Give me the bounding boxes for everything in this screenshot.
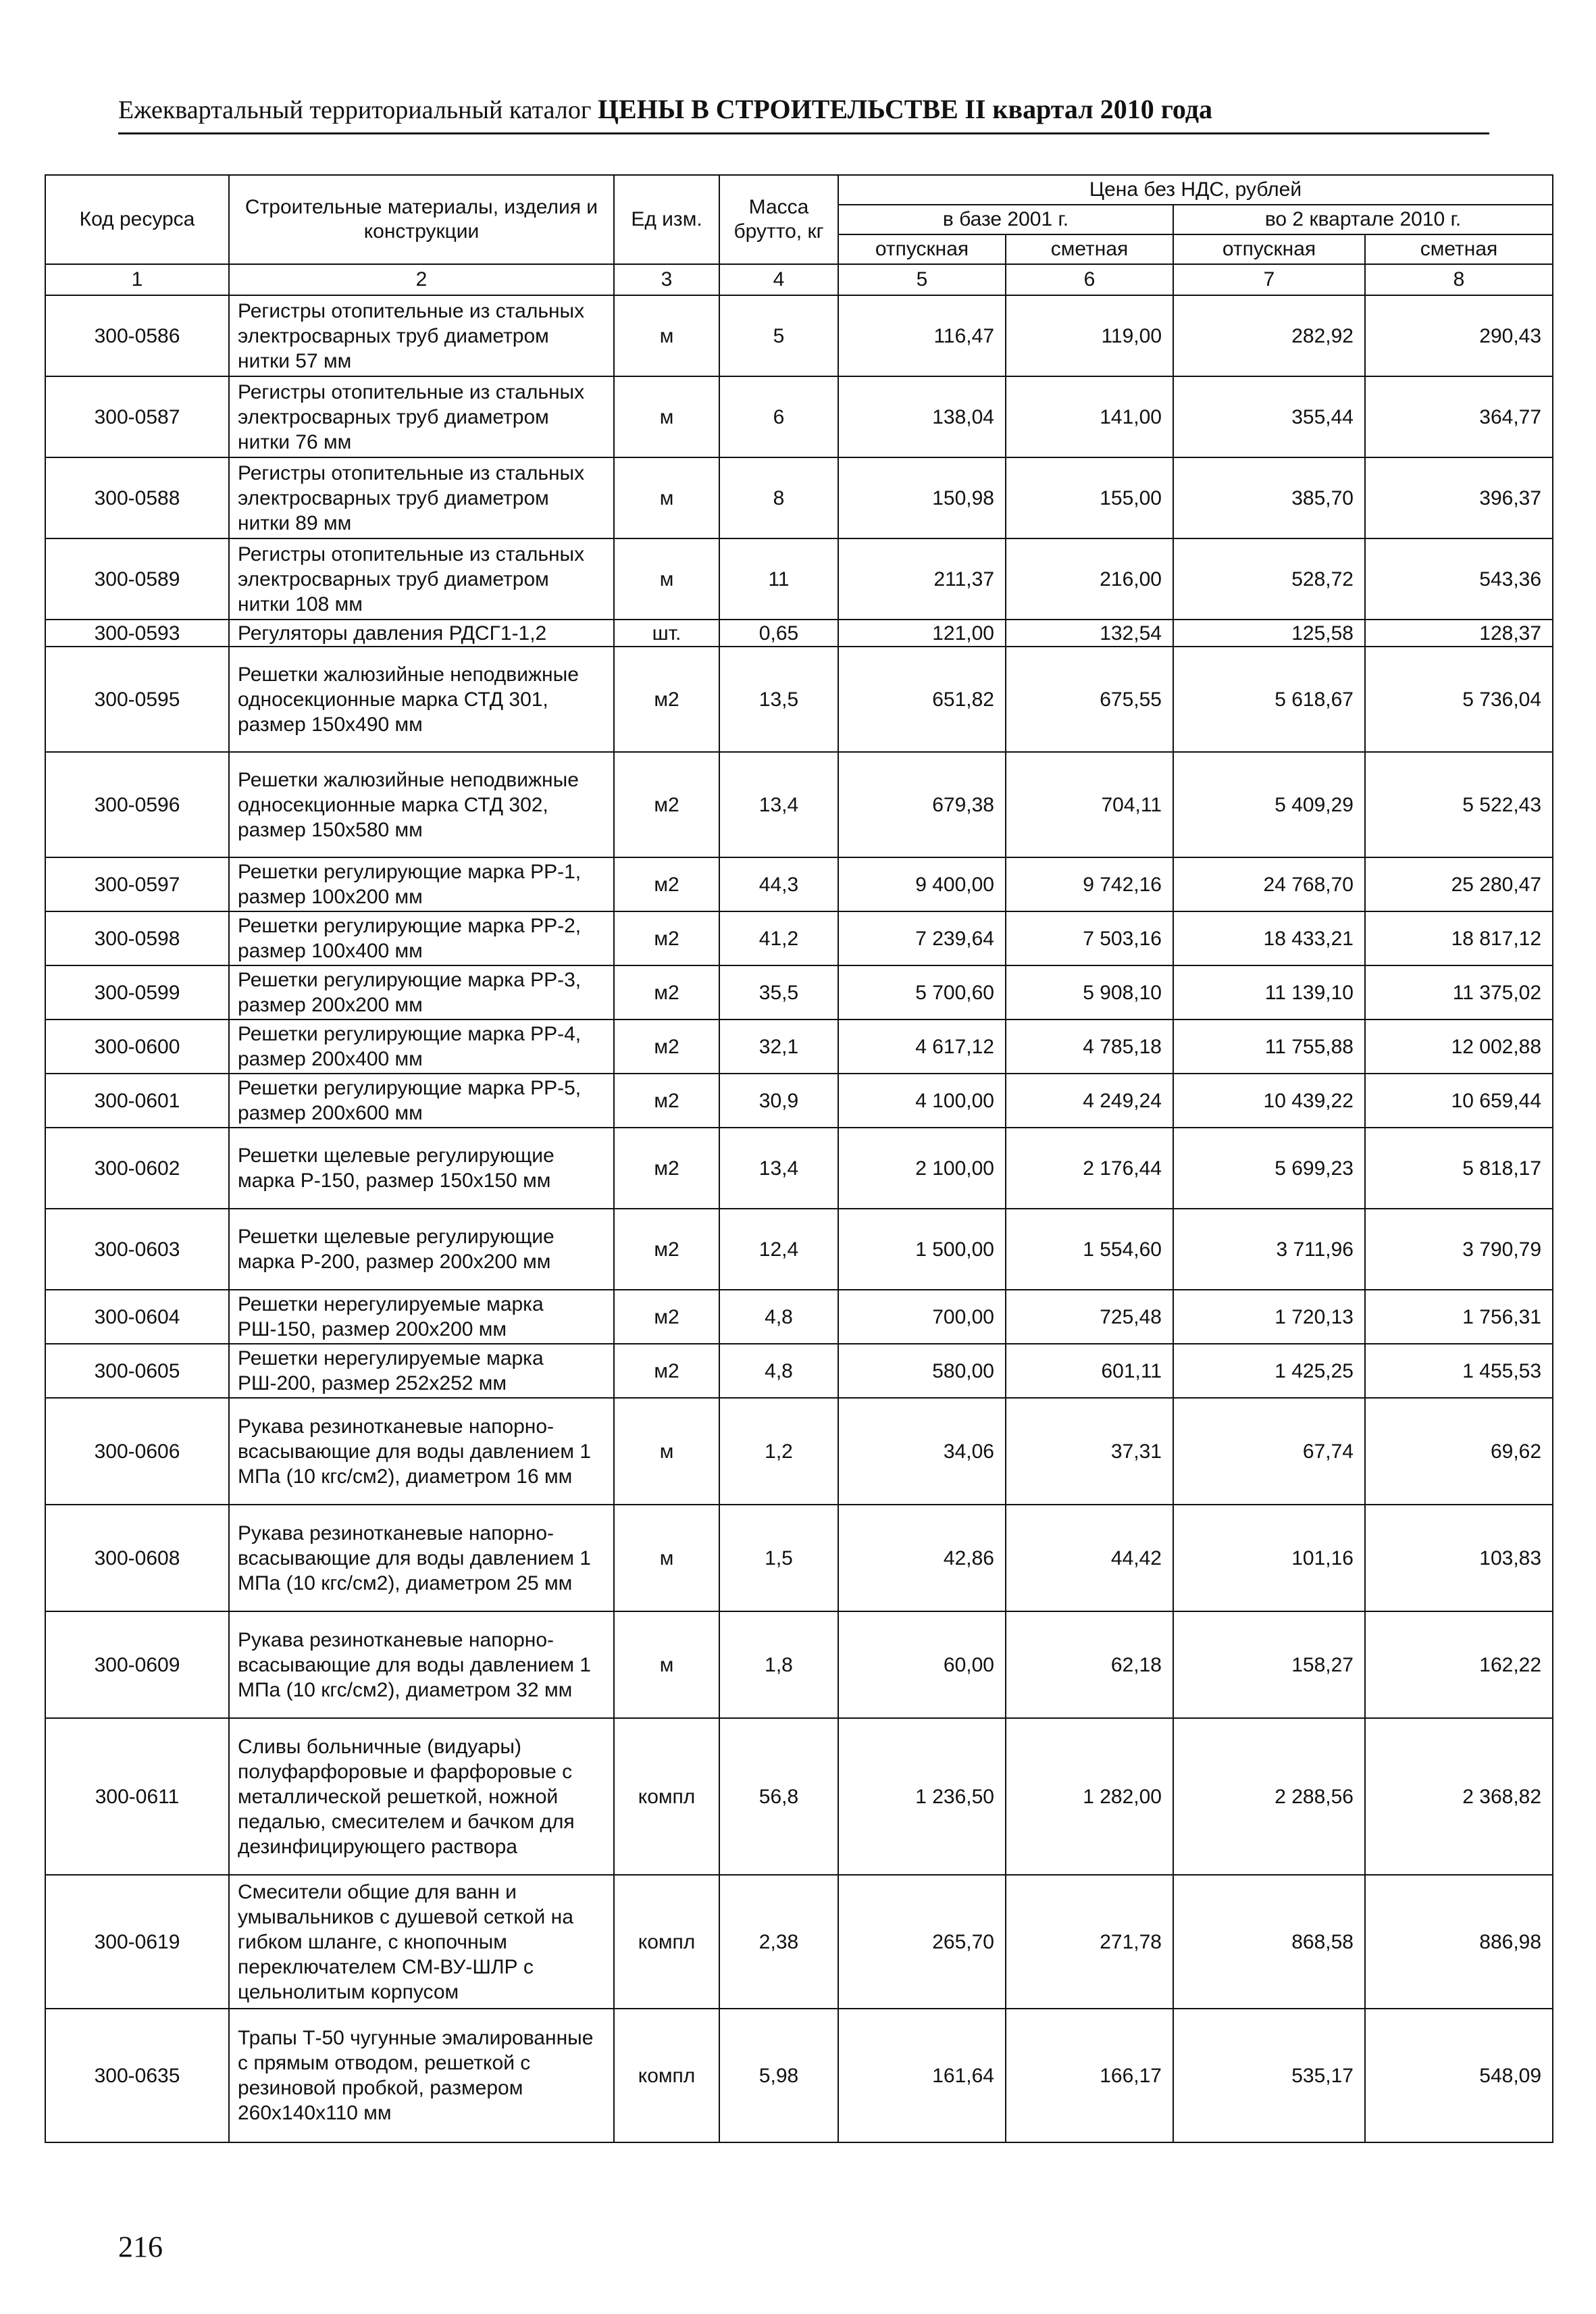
resource-code: 300-0602 bbox=[45, 1128, 229, 1209]
unit-cell: м2 bbox=[614, 1074, 719, 1128]
table-row bbox=[45, 376, 1553, 457]
resource-code: 300-0611 bbox=[45, 1718, 229, 1875]
price-estimate-2001: 601,11 bbox=[1006, 1344, 1173, 1398]
material-name: Регуляторы давления РДСГ1-1,2 bbox=[229, 620, 614, 647]
table-row bbox=[45, 1290, 1553, 1344]
price-estimate-2010: 1 756,31 bbox=[1365, 1290, 1553, 1344]
price-estimate-2010: 5 736,04 bbox=[1365, 647, 1553, 752]
mass-cell: 4,8 bbox=[719, 1344, 838, 1398]
price-estimate-2010: 11 375,02 bbox=[1365, 965, 1553, 1020]
column-number: 1 bbox=[45, 264, 229, 295]
price-estimate-2010: 128,37 bbox=[1365, 620, 1553, 647]
resource-code: 300-0596 bbox=[45, 752, 229, 857]
column-number: 6 bbox=[1006, 264, 1173, 295]
unit-cell: компл bbox=[614, 1718, 719, 1875]
material-name: Рукава резинотканевые напорно-всасывающие для воды давлением 1 МПа (10 кгс/см2), диаметром 16 мм bbox=[229, 1398, 614, 1505]
price-release-2001: 2 100,00 bbox=[838, 1128, 1006, 1209]
col-header-mass: Масса брутто, кг bbox=[719, 175, 838, 264]
price-estimate-2001: 2 176,44 bbox=[1006, 1128, 1173, 1209]
resource-code: 300-0589 bbox=[45, 538, 229, 620]
mass-cell: 32,1 bbox=[719, 1020, 838, 1074]
price-estimate-2001: 725,48 bbox=[1006, 1290, 1173, 1344]
mass-cell: 56,8 bbox=[719, 1718, 838, 1875]
material-name: Решетки щелевые регулирующие марка Р-200, размер 200х200 мм bbox=[229, 1209, 614, 1290]
price-release-2010: 5 409,29 bbox=[1173, 752, 1365, 857]
unit-cell: м bbox=[614, 1398, 719, 1505]
price-estimate-2010: 162,22 bbox=[1365, 1611, 1553, 1718]
price-estimate-2010: 10 659,44 bbox=[1365, 1074, 1553, 1128]
resource-code: 300-0600 bbox=[45, 1020, 229, 1074]
price-estimate-2001: 704,11 bbox=[1006, 752, 1173, 857]
mass-cell: 44,3 bbox=[719, 857, 838, 911]
resource-code: 300-0608 bbox=[45, 1505, 229, 1611]
table-row bbox=[45, 1344, 1553, 1398]
resource-code: 300-0598 bbox=[45, 911, 229, 965]
price-release-2001: 265,70 bbox=[838, 1875, 1006, 2009]
material-name: Регистры отопительные из стальных электросварных труб диаметром нитки 57 мм bbox=[229, 295, 614, 376]
mass-cell: 0,65 bbox=[719, 620, 838, 647]
column-number: 5 bbox=[838, 264, 1006, 295]
mass-cell: 11 bbox=[719, 538, 838, 620]
price-estimate-2001: 37,31 bbox=[1006, 1398, 1173, 1505]
resource-code: 300-0603 bbox=[45, 1209, 229, 1290]
mass-cell: 13,4 bbox=[719, 752, 838, 857]
mass-cell: 13,5 bbox=[719, 647, 838, 752]
material-name: Рукава резинотканевые напорно-всасывающие для воды давлением 1 МПа (10 кгс/см2), диаметром 32 мм bbox=[229, 1611, 614, 1718]
unit-cell: м2 bbox=[614, 1128, 719, 1209]
price-estimate-2001: 4 785,18 bbox=[1006, 1020, 1173, 1074]
price-release-2001: 5 700,60 bbox=[838, 965, 1006, 1020]
price-estimate-2010: 103,83 bbox=[1365, 1505, 1553, 1611]
material-name: Регистры отопительные из стальных электросварных труб диаметром нитки 89 мм bbox=[229, 457, 614, 538]
price-release-2001: 4 100,00 bbox=[838, 1074, 1006, 1128]
col-header-code: Код ресурса bbox=[45, 175, 229, 264]
price-release-2010: 868,58 bbox=[1173, 1875, 1365, 2009]
table-row bbox=[45, 1505, 1553, 1611]
price-estimate-2010: 69,62 bbox=[1365, 1398, 1553, 1505]
table-body bbox=[45, 295, 1553, 2142]
unit-cell: м bbox=[614, 1505, 719, 1611]
resource-code: 300-0635 bbox=[45, 2009, 229, 2142]
mass-cell: 12,4 bbox=[719, 1209, 838, 1290]
mass-cell: 5,98 bbox=[719, 2009, 838, 2142]
column-number: 4 bbox=[719, 264, 838, 295]
material-name: Трапы Т-50 чугунные эмалированные с прямым отводом, решеткой с резиновой пробкой, размером 260х140х110 мм bbox=[229, 2009, 614, 2142]
price-release-2001: 116,47 bbox=[838, 295, 1006, 376]
price-release-2001: 1 236,50 bbox=[838, 1718, 1006, 1875]
mass-cell: 13,4 bbox=[719, 1128, 838, 1209]
catalog-period: II квартал 2010 года bbox=[964, 94, 1212, 124]
price-release-2010: 5 699,23 bbox=[1173, 1128, 1365, 1209]
resource-code: 300-0593 bbox=[45, 620, 229, 647]
price-release-2001: 34,06 bbox=[838, 1398, 1006, 1505]
resource-code: 300-0595 bbox=[45, 647, 229, 752]
table-row bbox=[45, 1398, 1553, 1505]
col-header-base-2001: в базе 2001 г. bbox=[838, 205, 1173, 234]
unit-cell: м bbox=[614, 295, 719, 376]
col-header-unit: Ед изм. bbox=[614, 175, 719, 264]
price-release-2010: 2 288,56 bbox=[1173, 1718, 1365, 1875]
mass-cell: 1,5 bbox=[719, 1505, 838, 1611]
price-estimate-2001: 7 503,16 bbox=[1006, 911, 1173, 965]
table-row bbox=[45, 647, 1553, 752]
price-release-2001: 580,00 bbox=[838, 1344, 1006, 1398]
price-release-2010: 11 755,88 bbox=[1173, 1020, 1365, 1074]
price-estimate-2001: 62,18 bbox=[1006, 1611, 1173, 1718]
material-name: Решетки нерегулируемые марка РШ-150, размер 200х200 мм bbox=[229, 1290, 614, 1344]
mass-cell: 35,5 bbox=[719, 965, 838, 1020]
price-estimate-2010: 12 002,88 bbox=[1365, 1020, 1553, 1074]
column-number: 2 bbox=[229, 264, 614, 295]
price-estimate-2001: 5 908,10 bbox=[1006, 965, 1173, 1020]
price-estimate-2001: 216,00 bbox=[1006, 538, 1173, 620]
price-release-2001: 7 239,64 bbox=[838, 911, 1006, 965]
table-row bbox=[45, 457, 1553, 538]
table-row bbox=[45, 295, 1553, 376]
material-name: Регистры отопительные из стальных электросварных труб диаметром нитки 108 мм bbox=[229, 538, 614, 620]
material-name: Решетки жалюзийные неподвижные односекционные марка СТД 302, размер 150х580 мм bbox=[229, 752, 614, 857]
column-number: 3 bbox=[614, 264, 719, 295]
price-estimate-2010: 25 280,47 bbox=[1365, 857, 1553, 911]
mass-cell: 8 bbox=[719, 457, 838, 538]
price-estimate-2010: 18 817,12 bbox=[1365, 911, 1553, 965]
table-row bbox=[45, 1875, 1553, 2009]
price-estimate-2010: 548,09 bbox=[1365, 2009, 1553, 2142]
resource-code: 300-0609 bbox=[45, 1611, 229, 1718]
unit-cell: м2 bbox=[614, 1020, 719, 1074]
price-estimate-2010: 1 455,53 bbox=[1365, 1344, 1553, 1398]
resource-code: 300-0601 bbox=[45, 1074, 229, 1128]
price-release-2010: 5 618,67 bbox=[1173, 647, 1365, 752]
resource-code: 300-0606 bbox=[45, 1398, 229, 1505]
mass-cell: 5 bbox=[719, 295, 838, 376]
price-release-2010: 3 711,96 bbox=[1173, 1209, 1365, 1290]
price-release-2001: 150,98 bbox=[838, 457, 1006, 538]
resource-code: 300-0619 bbox=[45, 1875, 229, 2009]
material-name: Решетки регулирующие марка РР-4, размер 200х400 мм bbox=[229, 1020, 614, 1074]
table-row bbox=[45, 1128, 1553, 1209]
price-estimate-2001: 9 742,16 bbox=[1006, 857, 1173, 911]
price-release-2010: 355,44 bbox=[1173, 376, 1365, 457]
price-estimate-2001: 44,42 bbox=[1006, 1505, 1173, 1611]
price-estimate-2010: 886,98 bbox=[1365, 1875, 1553, 2009]
price-release-2001: 121,00 bbox=[838, 620, 1006, 647]
unit-cell: м bbox=[614, 538, 719, 620]
price-estimate-2010: 290,43 bbox=[1365, 295, 1553, 376]
catalog-prefix: Ежеквартальный территориальный каталог bbox=[118, 96, 592, 124]
price-release-2001: 211,37 bbox=[838, 538, 1006, 620]
header-divider bbox=[118, 132, 1489, 134]
material-name: Решетки жалюзийные неподвижные односекционные марка СТД 301, размер 150х490 мм bbox=[229, 647, 614, 752]
price-release-2001: 4 617,12 bbox=[838, 1020, 1006, 1074]
material-name: Решетки регулирующие марка РР-3, размер 200х200 мм bbox=[229, 965, 614, 1020]
mass-cell: 4,8 bbox=[719, 1290, 838, 1344]
price-release-2010: 385,70 bbox=[1173, 457, 1365, 538]
price-estimate-2010: 543,36 bbox=[1365, 538, 1553, 620]
table-row bbox=[45, 1074, 1553, 1128]
resource-code: 300-0597 bbox=[45, 857, 229, 911]
price-release-2010: 10 439,22 bbox=[1173, 1074, 1365, 1128]
unit-cell: м bbox=[614, 1611, 719, 1718]
price-release-2001: 9 400,00 bbox=[838, 857, 1006, 911]
unit-cell: компл bbox=[614, 1875, 719, 2009]
col-header-name: Строительные материалы, изделия и конструкции bbox=[229, 175, 614, 264]
col-header-release-2010: отпускная bbox=[1173, 234, 1365, 264]
unit-cell: м2 bbox=[614, 1344, 719, 1398]
unit-cell: м2 bbox=[614, 965, 719, 1020]
col-header-estimate-2010: сметная bbox=[1365, 234, 1553, 264]
price-estimate-2010: 5 522,43 bbox=[1365, 752, 1553, 857]
price-estimate-2001: 132,54 bbox=[1006, 620, 1173, 647]
price-release-2001: 679,38 bbox=[838, 752, 1006, 857]
unit-cell: м2 bbox=[614, 1209, 719, 1290]
resource-code: 300-0587 bbox=[45, 376, 229, 457]
table-row bbox=[45, 538, 1553, 620]
mass-cell: 2,38 bbox=[719, 1875, 838, 2009]
resource-code: 300-0605 bbox=[45, 1344, 229, 1398]
price-table bbox=[45, 174, 1553, 2143]
material-name: Решетки нерегулируемые марка РШ-200, размер 252х252 мм bbox=[229, 1344, 614, 1398]
price-release-2010: 282,92 bbox=[1173, 295, 1365, 376]
table-row bbox=[45, 1209, 1553, 1290]
unit-cell: м2 bbox=[614, 911, 719, 965]
price-estimate-2001: 4 249,24 bbox=[1006, 1074, 1173, 1128]
col-header-q2-2010: во 2 квартале 2010 г. bbox=[1173, 205, 1553, 234]
price-release-2001: 1 500,00 bbox=[838, 1209, 1006, 1290]
material-name: Решетки регулирующие марка РР-2, размер 100х400 мм bbox=[229, 911, 614, 965]
col-header-price-group: Цена без НДС, рублей bbox=[838, 175, 1553, 205]
column-number: 7 bbox=[1173, 264, 1365, 295]
price-release-2010: 101,16 bbox=[1173, 1505, 1365, 1611]
price-estimate-2010: 364,77 bbox=[1365, 376, 1553, 457]
table-row bbox=[45, 1611, 1553, 1718]
table-row bbox=[45, 620, 1553, 647]
unit-cell: м bbox=[614, 457, 719, 538]
price-release-2010: 528,72 bbox=[1173, 538, 1365, 620]
price-estimate-2010: 2 368,82 bbox=[1365, 1718, 1553, 1875]
price-release-2010: 24 768,70 bbox=[1173, 857, 1365, 911]
unit-cell: м2 bbox=[614, 857, 719, 911]
material-name: Регистры отопительные из стальных электросварных труб диаметром нитки 76 мм bbox=[229, 376, 614, 457]
table-row bbox=[45, 965, 1553, 1020]
price-release-2001: 651,82 bbox=[838, 647, 1006, 752]
unit-cell: м2 bbox=[614, 752, 719, 857]
resource-code: 300-0588 bbox=[45, 457, 229, 538]
page-header bbox=[118, 93, 1489, 125]
table-row bbox=[45, 911, 1553, 965]
mass-cell: 30,9 bbox=[719, 1074, 838, 1128]
price-release-2010: 125,58 bbox=[1173, 620, 1365, 647]
material-name: Рукава резинотканевые напорно-всасывающие для воды давлением 1 МПа (10 кгс/см2), диаметром 25 мм bbox=[229, 1505, 614, 1611]
table-row bbox=[45, 1718, 1553, 1875]
price-release-2010: 1 425,25 bbox=[1173, 1344, 1365, 1398]
resource-code: 300-0604 bbox=[45, 1290, 229, 1344]
price-release-2001: 138,04 bbox=[838, 376, 1006, 457]
column-number: 8 bbox=[1365, 264, 1553, 295]
price-release-2010: 535,17 bbox=[1173, 2009, 1365, 2142]
price-release-2001: 700,00 bbox=[838, 1290, 1006, 1344]
unit-cell: компл bbox=[614, 2009, 719, 2142]
price-release-2010: 11 139,10 bbox=[1173, 965, 1365, 1020]
table-row bbox=[45, 752, 1553, 857]
material-name: Решетки регулирующие марка РР-1, размер 100х200 мм bbox=[229, 857, 614, 911]
price-estimate-2010: 3 790,79 bbox=[1365, 1209, 1553, 1290]
price-estimate-2001: 1 554,60 bbox=[1006, 1209, 1173, 1290]
col-header-release-2001: отпускная bbox=[838, 234, 1006, 264]
price-release-2001: 42,86 bbox=[838, 1505, 1006, 1611]
material-name: Решетки регулирующие марка РР-5, размер 200х600 мм bbox=[229, 1074, 614, 1128]
price-estimate-2001: 1 282,00 bbox=[1006, 1718, 1173, 1875]
unit-cell: м bbox=[614, 376, 719, 457]
material-name: Решетки щелевые регулирующие марка Р-150, размер 150х150 мм bbox=[229, 1128, 614, 1209]
price-release-2010: 18 433,21 bbox=[1173, 911, 1365, 965]
price-estimate-2001: 141,00 bbox=[1006, 376, 1173, 457]
unit-cell: м2 bbox=[614, 647, 719, 752]
price-estimate-2001: 119,00 bbox=[1006, 295, 1173, 376]
unit-cell: м2 bbox=[614, 1290, 719, 1344]
material-name: Сливы больничные (видуары) полуфарфоровые и фарфоровые с металлической решеткой, ножной педалью, смесителем и бачком для дезинфицирующего раствора bbox=[229, 1718, 614, 1875]
unit-cell: шт. bbox=[614, 620, 719, 647]
mass-cell: 1,8 bbox=[719, 1611, 838, 1718]
price-estimate-2001: 271,78 bbox=[1006, 1875, 1173, 2009]
price-release-2001: 161,64 bbox=[838, 2009, 1006, 2142]
price-estimate-2001: 675,55 bbox=[1006, 647, 1173, 752]
material-name: Смесители общие для ванн и умывальников с душевой сеткой на гибком шланге, с кнопочным переключателем СМ-ВУ-ШЛР с цельнолитым корпусом bbox=[229, 1875, 614, 2009]
resource-code: 300-0586 bbox=[45, 295, 229, 376]
price-release-2010: 1 720,13 bbox=[1173, 1290, 1365, 1344]
mass-cell: 1,2 bbox=[719, 1398, 838, 1505]
table-row bbox=[45, 1020, 1553, 1074]
mass-cell: 41,2 bbox=[719, 911, 838, 965]
price-estimate-2001: 155,00 bbox=[1006, 457, 1173, 538]
table-row bbox=[45, 857, 1553, 911]
column-number-row bbox=[45, 264, 1553, 295]
price-estimate-2010: 396,37 bbox=[1365, 457, 1553, 538]
mass-cell: 6 bbox=[719, 376, 838, 457]
col-header-estimate-2001: сметная bbox=[1006, 234, 1173, 264]
catalog-title: ЦЕНЫ В СТРОИТЕЛЬСТВЕ bbox=[597, 94, 958, 124]
resource-code: 300-0599 bbox=[45, 965, 229, 1020]
price-estimate-2001: 166,17 bbox=[1006, 2009, 1173, 2142]
price-release-2010: 67,74 bbox=[1173, 1398, 1365, 1505]
price-estimate-2010: 5 818,17 bbox=[1365, 1128, 1553, 1209]
price-release-2010: 158,27 bbox=[1173, 1611, 1365, 1718]
table-row bbox=[45, 2009, 1553, 2142]
page-number: 216 bbox=[118, 2230, 163, 2263]
price-release-2001: 60,00 bbox=[838, 1611, 1006, 1718]
